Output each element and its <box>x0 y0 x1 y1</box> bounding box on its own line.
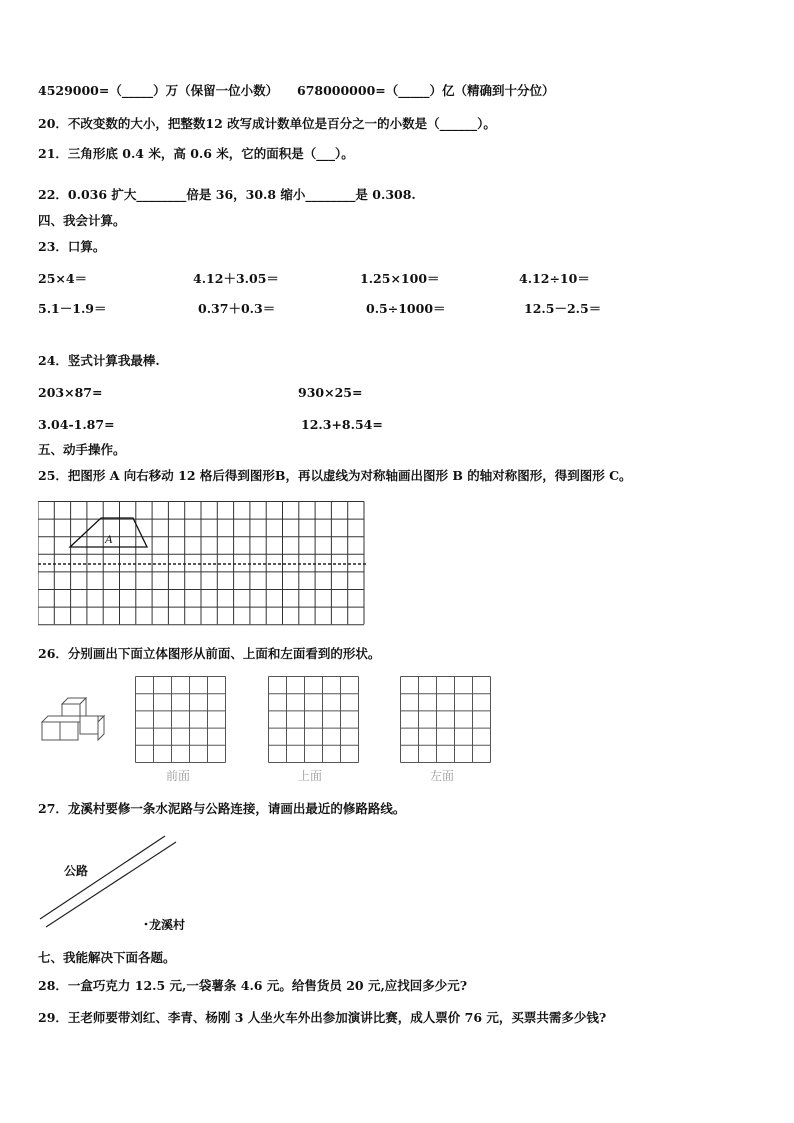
oral-item: 0.5÷1000＝ <box>366 301 446 316</box>
road-label: 公路 <box>64 864 89 878</box>
caption-top: 上面 <box>298 769 323 783</box>
vertical-item: 3.04-1.87= <box>38 417 115 432</box>
caption-left: 左面 <box>430 769 455 783</box>
view-grid-left <box>400 676 491 763</box>
question-25: 25．把图形 A 向右移动 12 格后得到图形B，再以虚线为对称轴画出图形 B 的轴对称图形，得到图形 C。 <box>38 468 632 483</box>
oral-item: 1.25×100＝ <box>360 271 440 286</box>
oral-item: 4.12＋3.05＝ <box>193 271 279 286</box>
vertical-item: 203×87= <box>38 385 103 400</box>
section-5-heading: 五、动手操作。 <box>38 442 126 457</box>
view-grid-top <box>268 676 359 763</box>
oral-item: 12.5－2.5＝ <box>524 301 602 316</box>
oral-item: 25×4＝ <box>38 271 88 286</box>
q19-conversion-2: 678000000=（_____）亿（精确到十分位） <box>297 83 555 98</box>
oral-item: 4.12÷10＝ <box>519 271 590 286</box>
village-point <box>145 923 148 926</box>
q19-conversion-1: 4529000=（_____）万（保留一位小数） <box>38 83 279 98</box>
question-21: 21．三角形底 0.4 米，高 0.6 米，它的面积是（___）。 <box>38 146 354 161</box>
figure-a-label: A <box>105 532 113 546</box>
question-27: 27．龙溪村要修一条水泥路与公路连接，请画出最近的修路路线。 <box>38 801 406 816</box>
village-label: 龙溪村 <box>149 918 186 930</box>
vertical-item: 930×25= <box>298 385 363 400</box>
road-line-lower <box>46 842 176 927</box>
section-4-heading: 四、我会计算。 <box>38 213 126 228</box>
view-grid-front <box>135 676 226 763</box>
question-28: 28．一盒巧克力 12.5 元,一袋薯条 4.6 元。给售货员 20 元,应找回多少元? <box>38 978 468 993</box>
caption-front: 前面 <box>166 769 191 783</box>
translation-grid <box>38 501 368 627</box>
vertical-item: 12.3+8.54= <box>301 417 383 432</box>
question-23: 23．口算。 <box>38 239 106 254</box>
question-20: 20．不改变数的大小，把整数12 改写成计数单位是百分之一的小数是（______）。 <box>38 116 496 131</box>
question-26: 26．分别画出下面立体图形从前面、上面和左面看到的形状。 <box>38 646 381 661</box>
road-diagram <box>36 830 196 930</box>
question-24: 24．竖式计算我最棒. <box>38 353 160 368</box>
road-line-upper <box>40 836 165 919</box>
section-7-heading: 七、我能解决下面各题。 <box>38 950 176 965</box>
oral-item: 5.1－1.9＝ <box>38 301 107 316</box>
question-22: 22．0.036 扩大________倍是 36，30.8 缩小________是 0.308. <box>38 187 416 202</box>
question-29: 29．王老师要带刘红、李青、杨刚 3 人坐火车外出参加演讲比赛，成人票价 76 元，买票共需多少钱? <box>38 1010 607 1025</box>
cube-solid-figure <box>40 696 106 742</box>
oral-item: 0.37＋0.3＝ <box>198 301 276 316</box>
